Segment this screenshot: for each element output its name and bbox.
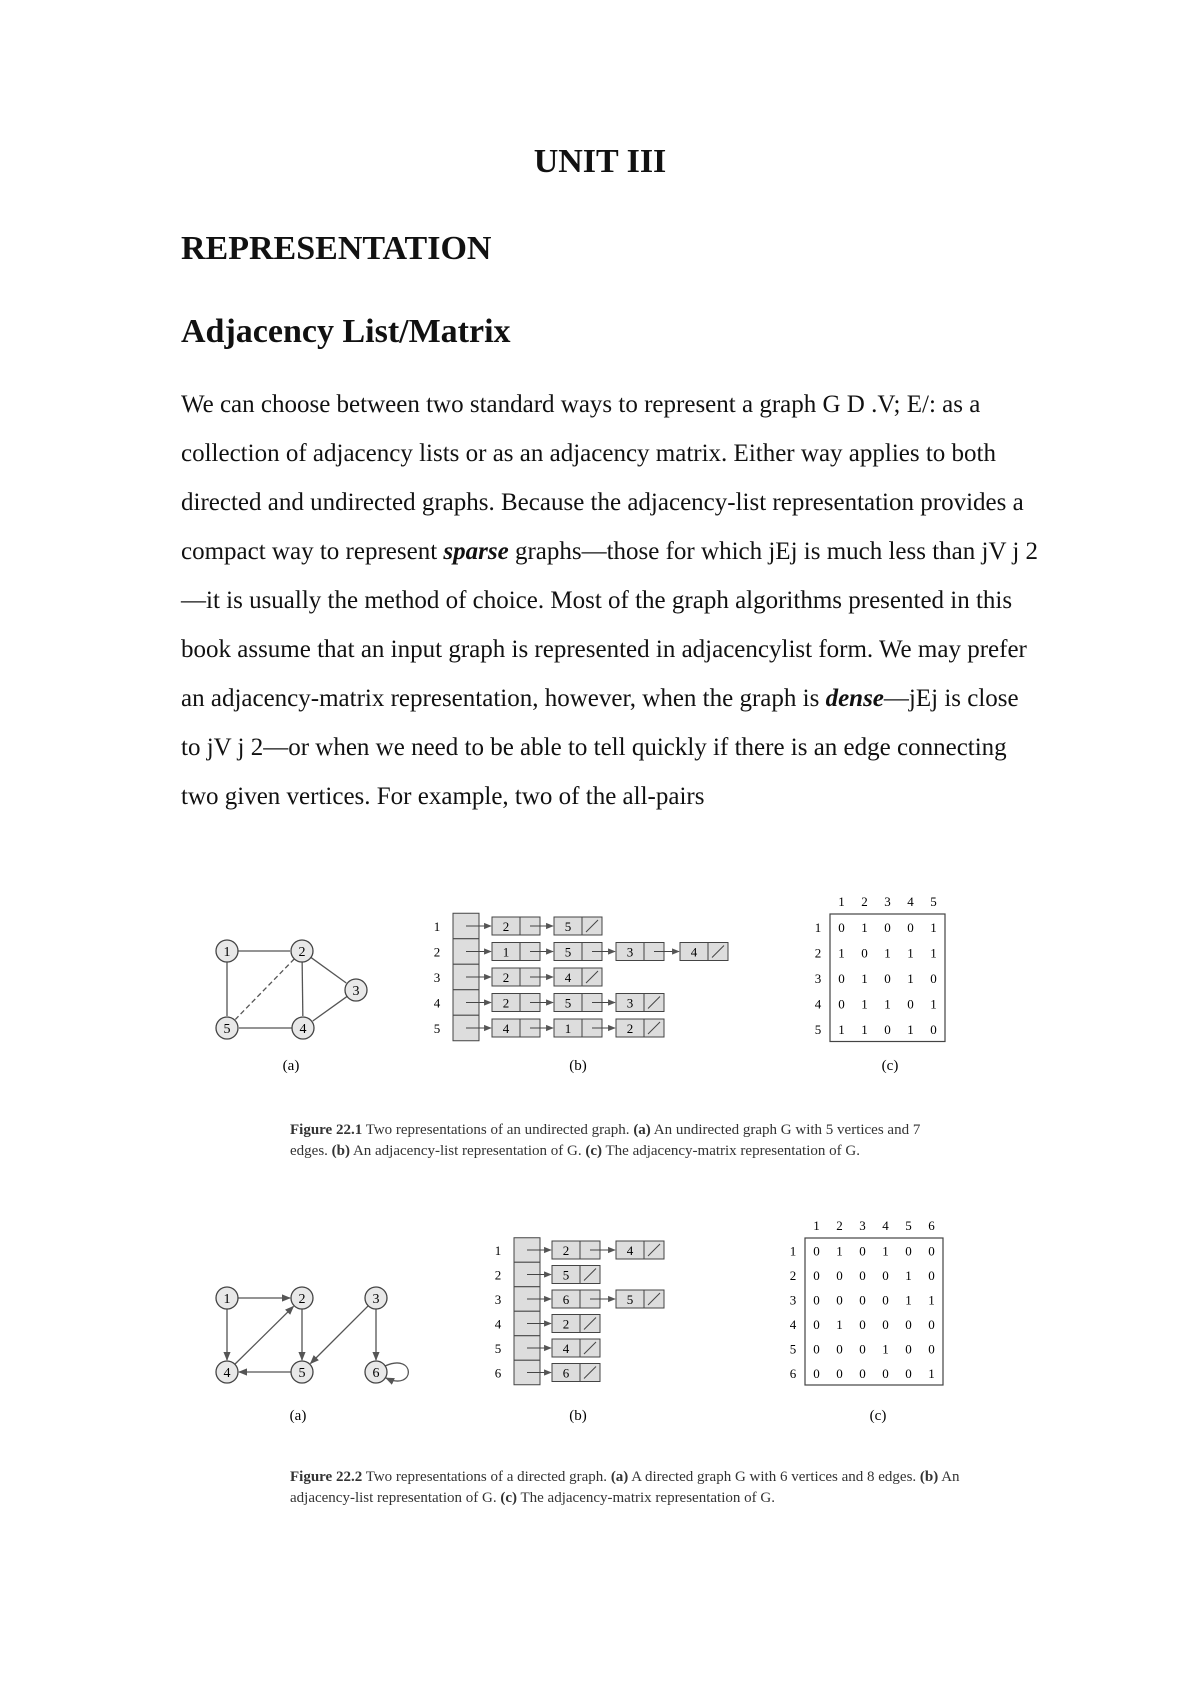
fig1-adjacency-matrix [815,894,945,1042]
fig2-row-header-4: 4 [789,1316,797,1332]
fig2-vertex-label-2: 2 [298,1292,306,1307]
fig2-cell-4-4: 0 [882,1316,889,1332]
fig1-caption-text: Two representations of an undirected graph. [365,1122,630,1138]
fig2-row-header-2: 2 [789,1267,797,1283]
fig1-cell-3-4: 1 [907,970,914,986]
fig1-edge-2-4 [302,962,303,1016]
fig2-edge-3-5 [310,1306,368,1364]
fig1-row-label-4: 4 [433,995,441,1011]
fig1-cell-3-1: 0 [838,970,845,986]
fig1-caption-label: Figure 22.1 [290,1122,363,1138]
fig1-vertex-label-3: 3 [352,984,360,999]
fig2-row-header-6: 6 [789,1365,797,1381]
fig1-node-value-2-1: 1 [502,944,510,960]
fig2-caption [290,1467,960,1509]
fig2-cell-5-4: 1 [882,1341,889,1357]
fig1-cell-1-4: 0 [907,919,914,935]
fig1-cell-2-5: 1 [930,945,937,961]
fig1-cell-4-2: 1 [861,996,868,1012]
fig1-row-header-4: 4 [814,996,822,1012]
fig2-cell-6-5: 0 [905,1365,912,1381]
fig2-cell-2-6: 0 [928,1267,935,1283]
section-title: REPRESENTATION [181,230,492,267]
fig2-caption-c-label: (c) [500,1490,517,1506]
fig2-cell-4-3: 0 [859,1316,866,1332]
fig1-cell-2-3: 1 [884,945,891,961]
fig1-edge-2-3 [311,957,346,983]
fig2-cell-4-2: 1 [836,1316,843,1332]
fig1-row-header-2: 2 [814,945,822,961]
fig2-node-value-5-1: 4 [562,1341,570,1356]
fig1-cell-5-5: 0 [930,1021,937,1037]
fig2-col-header-5: 5 [905,1218,912,1233]
fig1-row-header-1: 1 [814,919,822,935]
fig1-cell-3-3: 0 [884,970,891,986]
paragraph-part-2: graphs—those for which jEj is much less than jV j 2—it is usually the method of choice. Most of the graph algorithms presented in this book assume that an input graph is represented in adjacencylist form. We may prefer an adjacency-matrix representation, however, when the graph is [181,538,1039,712]
figure-22-2 [0,1212,1200,1452]
fig2-adjacency-list [495,1238,664,1385]
fig1-row-label-3: 3 [433,970,441,985]
paragraph-part-1: We can choose between two standard ways to represent a graph G D .V; E/: as a collection of adjacency lists or as an adjacency matrix. Either way applies to both directed and undirected graphs. Because the adjacency-list representation provides a compact way to represent [181,391,1024,565]
fig2-edge-4-2 [235,1306,294,1364]
term-sparse: sparse [443,538,509,565]
fig1-node-value-4-1: 2 [502,995,510,1011]
fig1-cell-4-4: 0 [907,996,914,1012]
fig2-cell-6-6: 1 [928,1365,935,1381]
fig1-cell-5-4: 1 [907,1021,914,1037]
fig1-col-header-5: 5 [930,894,937,909]
fig2-caption-label: Figure 22.2 [290,1469,363,1485]
fig1-col-header-2: 2 [861,894,868,909]
fig2-node-value-1-1: 2 [562,1243,570,1258]
fig2-cell-2-2: 0 [836,1267,843,1283]
term-dense: dense [825,685,884,712]
fig1-row-header-3: 3 [814,970,822,986]
fig2-cell-1-1: 0 [813,1243,820,1259]
fig1-node-value-2-4: 4 [690,944,698,960]
fig2-caption-text: Two representations of a directed graph. [365,1469,608,1485]
fig2-caption-a-label: (a) [610,1469,629,1485]
fig2-cell-6-2: 0 [836,1365,843,1381]
fig2-cell-2-1: 0 [813,1267,820,1283]
fig2-col-header-4: 4 [882,1218,889,1233]
fig1-adjacency-list [434,913,728,1041]
fig1-node-value-5-1: 4 [502,1021,510,1036]
fig1-cell-2-2: 0 [861,945,868,961]
fig1-cell-4-3: 1 [884,996,891,1012]
paragraph-part-3: —jEj is close to jV j 2—or when we need to be able to tell quickly if there is an edge connecting two given vertices. For example, two of the all-pairs [181,685,1019,810]
fig1-caption [290,1120,960,1162]
fig2-caption-a: A directed graph G with 6 vertices and 8 edges. [631,1469,917,1485]
fig2-cell-2-5: 1 [905,1267,912,1283]
fig1-caption-c-label: (c) [585,1143,603,1159]
fig2-label-c: (c) [869,1408,887,1424]
fig2-col-header-6: 6 [928,1218,935,1233]
fig1-undirected-graph [216,940,367,1039]
fig2-cell-5-5: 0 [905,1341,912,1357]
fig2-vertex-label-4: 4 [223,1366,231,1381]
fig2-vertex-label-3: 3 [372,1292,380,1307]
fig2-col-header-2: 2 [836,1218,843,1233]
fig2-row-header-1: 1 [789,1243,797,1259]
fig1-cell-5-3: 0 [884,1021,891,1037]
fig1-node-value-2-3: 3 [626,944,634,960]
fig1-cell-5-1: 1 [838,1021,845,1037]
fig1-vertex-label-2: 2 [298,945,306,960]
fig2-caption-b-label: (b) [919,1469,939,1485]
fig2-col-header-1: 1 [813,1218,820,1233]
fig2-row-label-1: 1 [494,1243,502,1258]
fig1-cell-2-1: 1 [838,945,845,961]
fig2-row-header-5: 5 [789,1341,797,1357]
fig2-cell-1-5: 0 [905,1243,912,1259]
fig2-vertex-label-5: 5 [298,1366,306,1381]
fig2-row-label-2: 2 [494,1267,502,1283]
fig2-directed-graph [216,1287,408,1383]
fig2-node-value-6-1: 6 [562,1365,570,1381]
fig2-cell-5-2: 0 [836,1341,843,1357]
fig1-col-header-3: 3 [884,894,891,909]
fig1-caption-a-label: (a) [633,1122,651,1138]
fig1-cell-3-5: 0 [930,970,937,986]
fig1-cell-1-3: 0 [884,919,891,935]
fig1-label-c: (c) [881,1058,899,1074]
fig2-cell-5-6: 0 [928,1341,935,1357]
figure-22-1 [0,880,1200,1120]
fig2-cell-3-5: 1 [905,1292,912,1308]
fig2-node-value-3-2: 5 [626,1292,634,1307]
fig1-node-value-4-3: 3 [626,995,634,1011]
fig2-cell-4-1: 0 [813,1316,820,1332]
fig2-label-b: (b) [569,1408,587,1424]
fig1-row-label-2: 2 [433,944,441,960]
fig2-cell-1-6: 0 [928,1243,935,1259]
fig1-vertex-label-5: 5 [223,1022,231,1037]
fig2-cell-2-4: 0 [882,1267,889,1283]
fig1-node-value-3-2: 4 [564,970,572,985]
subsection-title: Adjacency List/Matrix [181,313,511,350]
fig1-edge-3-4 [313,996,347,1021]
fig2-edge-6-6 [385,1363,408,1381]
fig2-row-label-4: 4 [494,1316,502,1332]
fig1-col-header-4: 4 [907,894,914,909]
fig2-row-label-6: 6 [494,1365,502,1381]
unit-title: UNIT III [533,143,667,180]
fig1-row-header-5: 5 [814,1021,822,1037]
fig1-col-header-1: 1 [838,894,845,909]
fig2-cell-4-5: 0 [905,1316,912,1332]
fig1-label-b: (b) [569,1058,587,1074]
fig2-cell-1-2: 1 [836,1243,843,1259]
fig1-node-value-5-2: 1 [564,1021,572,1036]
fig1-cell-4-1: 0 [838,996,845,1012]
fig1-cell-1-5: 1 [930,919,937,935]
fig2-cell-6-4: 0 [882,1365,889,1381]
fig1-vertex-label-4: 4 [299,1022,307,1037]
fig1-label-a: (a) [282,1058,300,1074]
fig2-adjacency-matrix [790,1218,943,1385]
fig2-cell-5-3: 0 [859,1341,866,1357]
fig1-cell-5-2: 1 [861,1021,868,1037]
fig2-caption-c: The adjacency-matrix representation of G. [520,1490,775,1506]
body-paragraph [181,380,1041,821]
fig1-caption-a: An undirected graph G with 5 vertices and 7 edges. [290,1122,921,1159]
fig2-vertex-label-6: 6 [372,1366,380,1381]
fig2-cell-1-3: 0 [859,1243,866,1259]
fig2-caption-b: An adjacency-list representation of G. [290,1469,960,1506]
fig2-col-header-3: 3 [859,1218,866,1233]
fig2-cell-2-3: 0 [859,1267,866,1283]
fig1-cell-1-2: 1 [861,919,868,935]
fig2-label-a: (a) [289,1408,307,1424]
fig2-matrix-frame [805,1238,943,1385]
fig1-node-value-1-2: 5 [564,919,572,934]
fig1-cell-1-1: 0 [838,919,845,935]
fig1-row-label-1: 1 [433,919,441,934]
fig1-node-value-1-1: 2 [502,919,510,934]
fig2-node-value-4-1: 2 [562,1316,570,1332]
fig2-cell-5-1: 0 [813,1341,820,1357]
fig1-caption-b: An adjacency-list representation of G. [352,1143,582,1159]
fig1-caption-c: The adjacency-matrix representation of G. [605,1143,860,1159]
fig1-row-label-5: 5 [433,1021,441,1036]
fig1-node-value-5-3: 2 [626,1021,634,1036]
fig2-cell-4-6: 0 [928,1316,935,1332]
fig2-cell-3-3: 0 [859,1292,866,1308]
fig2-cell-3-4: 0 [882,1292,889,1308]
fig1-vertex-label-1: 1 [223,945,231,960]
fig1-cell-2-4: 1 [907,945,914,961]
fig2-cell-3-2: 0 [836,1292,843,1308]
fig2-row-header-3: 3 [789,1292,797,1308]
fig2-row-label-5: 5 [494,1341,502,1356]
fig1-node-value-2-2: 5 [564,944,572,960]
fig2-node-value-1-2: 4 [626,1243,634,1258]
fig2-cell-6-1: 0 [813,1365,820,1381]
fig2-vertex-label-1: 1 [223,1292,231,1307]
fig2-cell-6-3: 0 [859,1365,866,1381]
fig2-cell-3-1: 0 [813,1292,820,1308]
fig2-node-value-2-1: 5 [562,1267,570,1283]
fig1-cell-4-5: 1 [930,996,937,1012]
fig2-cell-1-4: 1 [882,1243,889,1259]
fig1-cell-3-2: 1 [861,970,868,986]
fig2-node-value-3-1: 6 [562,1292,570,1307]
fig1-caption-b-label: (b) [331,1143,350,1159]
fig1-node-value-3-1: 2 [502,970,510,985]
fig1-node-value-4-2: 5 [564,995,572,1011]
fig2-cell-3-6: 1 [928,1292,935,1308]
fig2-row-label-3: 3 [494,1292,502,1307]
fig1-edge-2-5 [235,959,294,1020]
